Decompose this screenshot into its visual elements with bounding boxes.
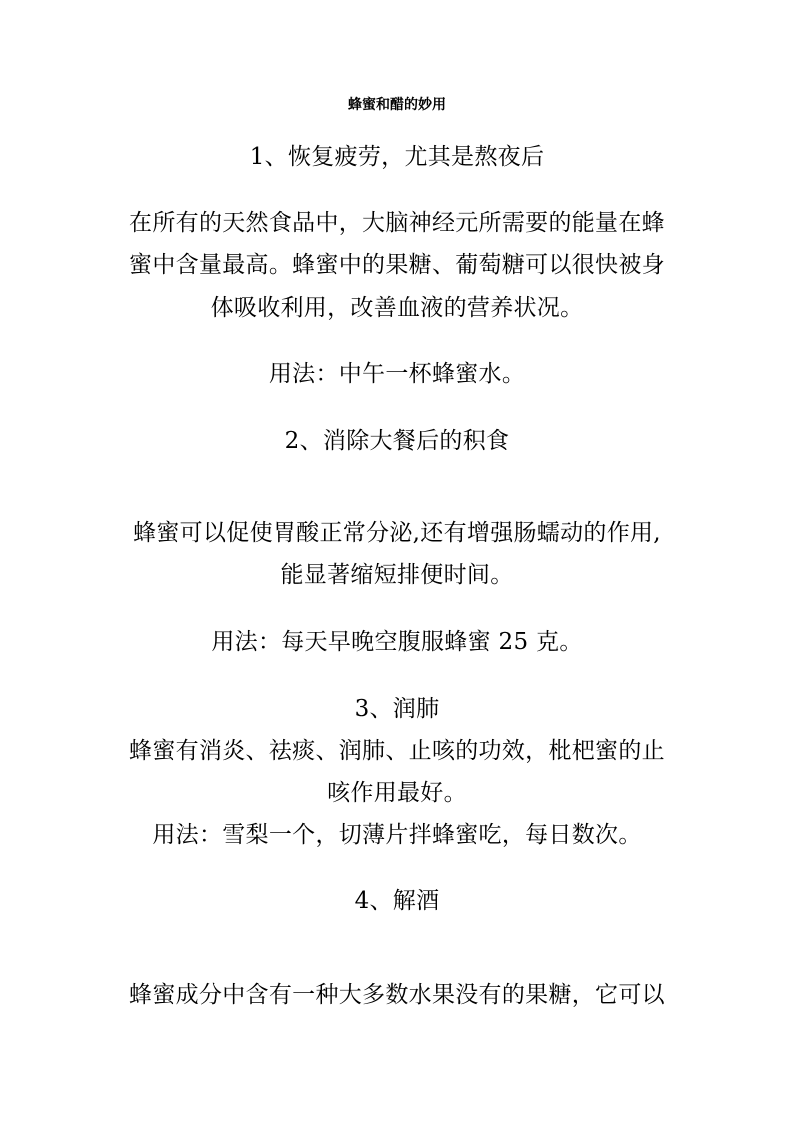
section-2-paragraph-line-1: 蜂蜜可以促使胃酸正常分泌,还有增强肠蠕动的作用, xyxy=(133,520,661,546)
document-title: 蜂蜜和醋的妙用 xyxy=(348,97,446,113)
section-2-paragraph-line-2: 能显著缩短排便时间。 xyxy=(280,562,514,588)
section-3-usage: 用法：雪梨一个，切薄片拌蜂蜜吃，每日数次。 xyxy=(152,822,642,848)
section-3-paragraph-line-1: 蜂蜜有消炎、祛痰、润肺、止咳的功效，枇杷蜜的止 xyxy=(129,738,665,764)
section-4-heading: 4、解酒 xyxy=(354,888,440,914)
section-2-heading: 2、消除大餐后的积食 xyxy=(284,428,510,454)
section-1-paragraph-line-2: 蜜中含量最高。蜂蜜中的果糖、葡萄糖可以很快被身 xyxy=(129,252,665,278)
section-1-paragraph-line-3: 体吸收利用，改善血液的营养状况。 xyxy=(210,295,584,321)
section-1-heading: 1、恢复疲劳，尤其是熬夜后 xyxy=(249,144,545,170)
section-3-heading: 3、润肺 xyxy=(354,696,440,722)
section-1-paragraph-line-1: 在所有的天然食品中，大脑神经元所需要的能量在蜂 xyxy=(129,210,665,236)
section-3-paragraph-line-2: 咳作用最好。 xyxy=(327,780,467,806)
section-2-usage: 用法：每天早晚空腹服蜂蜜 25 克。 xyxy=(211,629,583,655)
section-1-usage: 用法：中午一杯蜂蜜水。 xyxy=(268,361,526,387)
section-4-paragraph-line-1: 蜂蜜成分中含有一种大多数水果没有的果糖，它可以 xyxy=(129,982,665,1008)
